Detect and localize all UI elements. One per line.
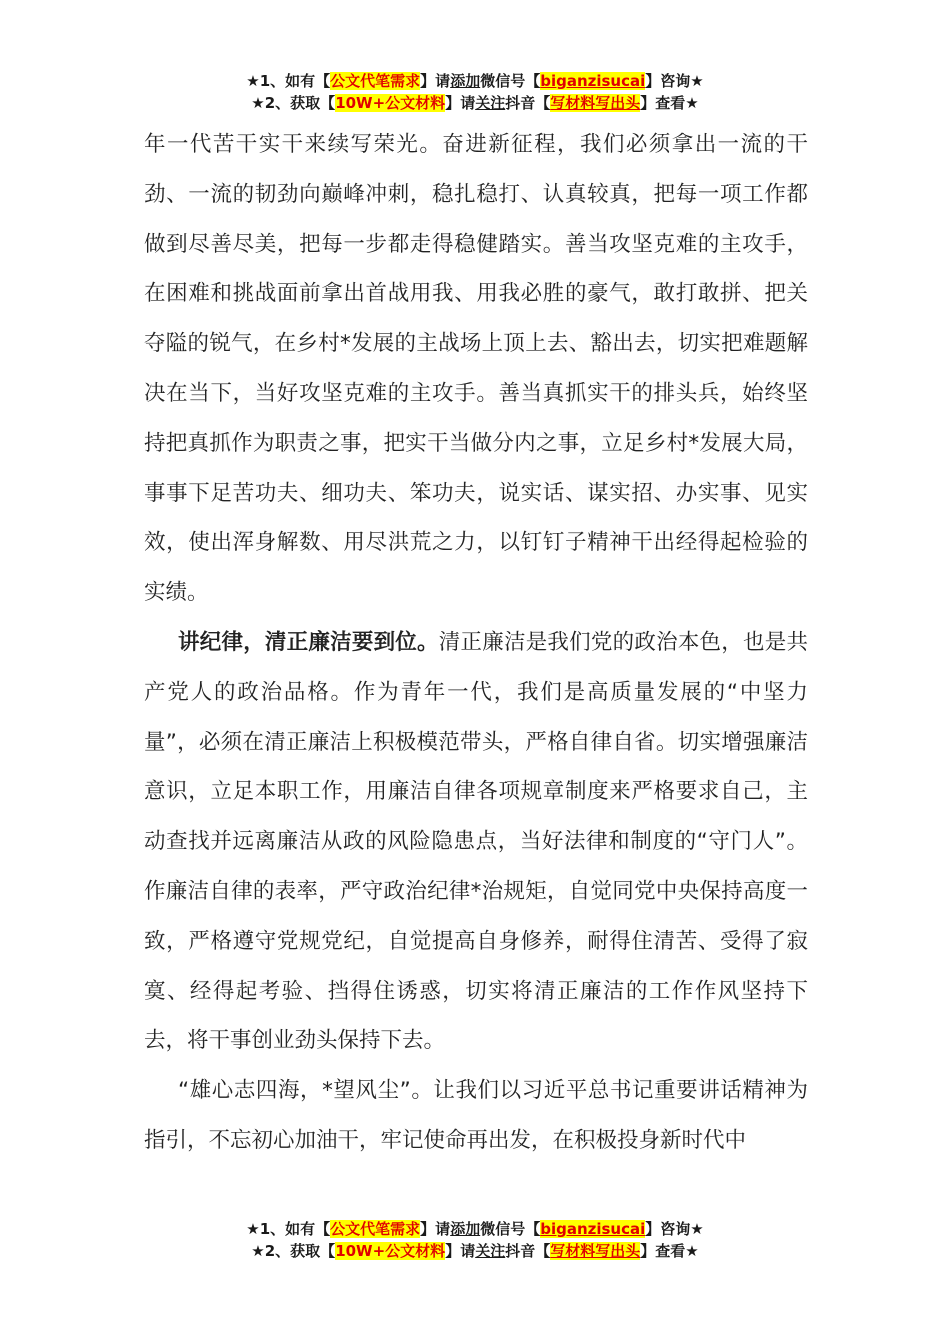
banner-text: 】请 (445, 1242, 476, 1260)
document-body (144, 120, 808, 1166)
douyin-account-link[interactable]: 写材料写出头 (550, 1242, 641, 1260)
footer-banner (0, 1218, 950, 1262)
paragraph-closing: “雄心志四海，*望风尘”。让我们以习近平总书记重要讲话精神为指引，不忘初心加油干，牢记使命再出发，在积极投身新时代中 (144, 1078, 808, 1153)
banner-text: ★1、如有【 (246, 72, 331, 90)
banner-line-1 (0, 1218, 950, 1240)
paragraph-continued: 年一代苦干实干来续写荣光。奋进新征程，我们必须拿出一流的干劲、一流的韧劲向巅峰冲刺，稳扎稳打、认真较真，把每一项工作都做到尽善尽美，把每一步都走得稳健踏实。善当攻坚克难的主攻手，在困难和挑战面前拿出首战用我、用我必胜的豪气，敢打敢拼、把关夺隘的锐气，在乡村*发展的主战场上顶上去、豁出去，切实把难题解决在当下，当好攻坚克难的主攻手。善当真抓实干的排头兵，始终坚持把真抓作为职责之事，把实干当做分内之事，立足乡村*发展大局，事事下足苦功夫、细功夫、笨功夫，说实话、谋实招、办实事、见实效，使出浑身解数、用尽洪荒之力，以钉钉子精神干出经得起检验的实绩。 (144, 132, 808, 606)
banner-underlined-text: 关注 (475, 1242, 506, 1260)
banner-text: 】查看★ (640, 94, 699, 112)
wechat-id-link[interactable]: biganzisucai (540, 72, 646, 90)
banner-text: ★2、获取【 (251, 94, 336, 112)
banner-highlight-materials: 10W+公文材料 (335, 94, 446, 112)
banner-text: ★1、如有【 (246, 1220, 331, 1238)
banner-text: 】请 (445, 94, 476, 112)
banner-line-2 (0, 1240, 950, 1262)
banner-highlight-service: 公文代笔需求 (330, 1220, 421, 1238)
banner-text: 抖音【 (505, 94, 551, 112)
banner-underlined-text: 添加 (450, 1220, 481, 1238)
paragraph-heading: 讲纪律，清正廉洁要到位。 (178, 629, 439, 655)
paragraph-discipline (144, 618, 808, 1066)
banner-line-2 (0, 92, 950, 114)
banner-text: 微信号【 (480, 72, 541, 90)
banner-line-1 (0, 70, 950, 92)
banner-text: 微信号【 (480, 1220, 541, 1238)
banner-text: 抖音【 (505, 1242, 551, 1260)
douyin-account-link[interactable]: 写材料写出头 (550, 94, 641, 112)
banner-highlight-service: 公文代笔需求 (330, 72, 421, 90)
banner-text: ★2、获取【 (251, 1242, 336, 1260)
paragraph-text: 清正廉洁是我们党的政治本色，也是共产党人的政治品格。作为青年一代，我们是高质量发展的“中坚力量”，必须在清正廉洁上积极模范带头，严格自律自省。切实增强廉洁意识，立足本职工作，用廉洁自律各项规章制度来严格要求自己，主动查找并远离廉洁从政的风险隐患点，当好法律和制度的“守门人”。作廉洁自律的表率，严守政治纪律*治规矩，自觉同党中央保持高度一致，严格遵守党规党纪，自觉提高自身修养，耐得住清苦、受得了寂寞、经得起考验、挡得住诱惑，切实将清正廉洁的工作作风坚持下去，将干事创业劲头保持下去。 (144, 629, 808, 1054)
banner-highlight-materials: 10W+公文材料 (335, 1242, 446, 1260)
banner-underlined-text: 添加 (450, 72, 481, 90)
banner-text: 】咨询★ (645, 1220, 704, 1238)
banner-text: 】请 (420, 1220, 451, 1238)
banner-underlined-text: 关注 (475, 94, 506, 112)
wechat-id-link[interactable]: biganzisucai (540, 1220, 646, 1238)
banner-text: 】查看★ (640, 1242, 699, 1260)
banner-text: 】咨询★ (645, 72, 704, 90)
header-banner (0, 70, 950, 114)
banner-text: 】请 (420, 72, 451, 90)
